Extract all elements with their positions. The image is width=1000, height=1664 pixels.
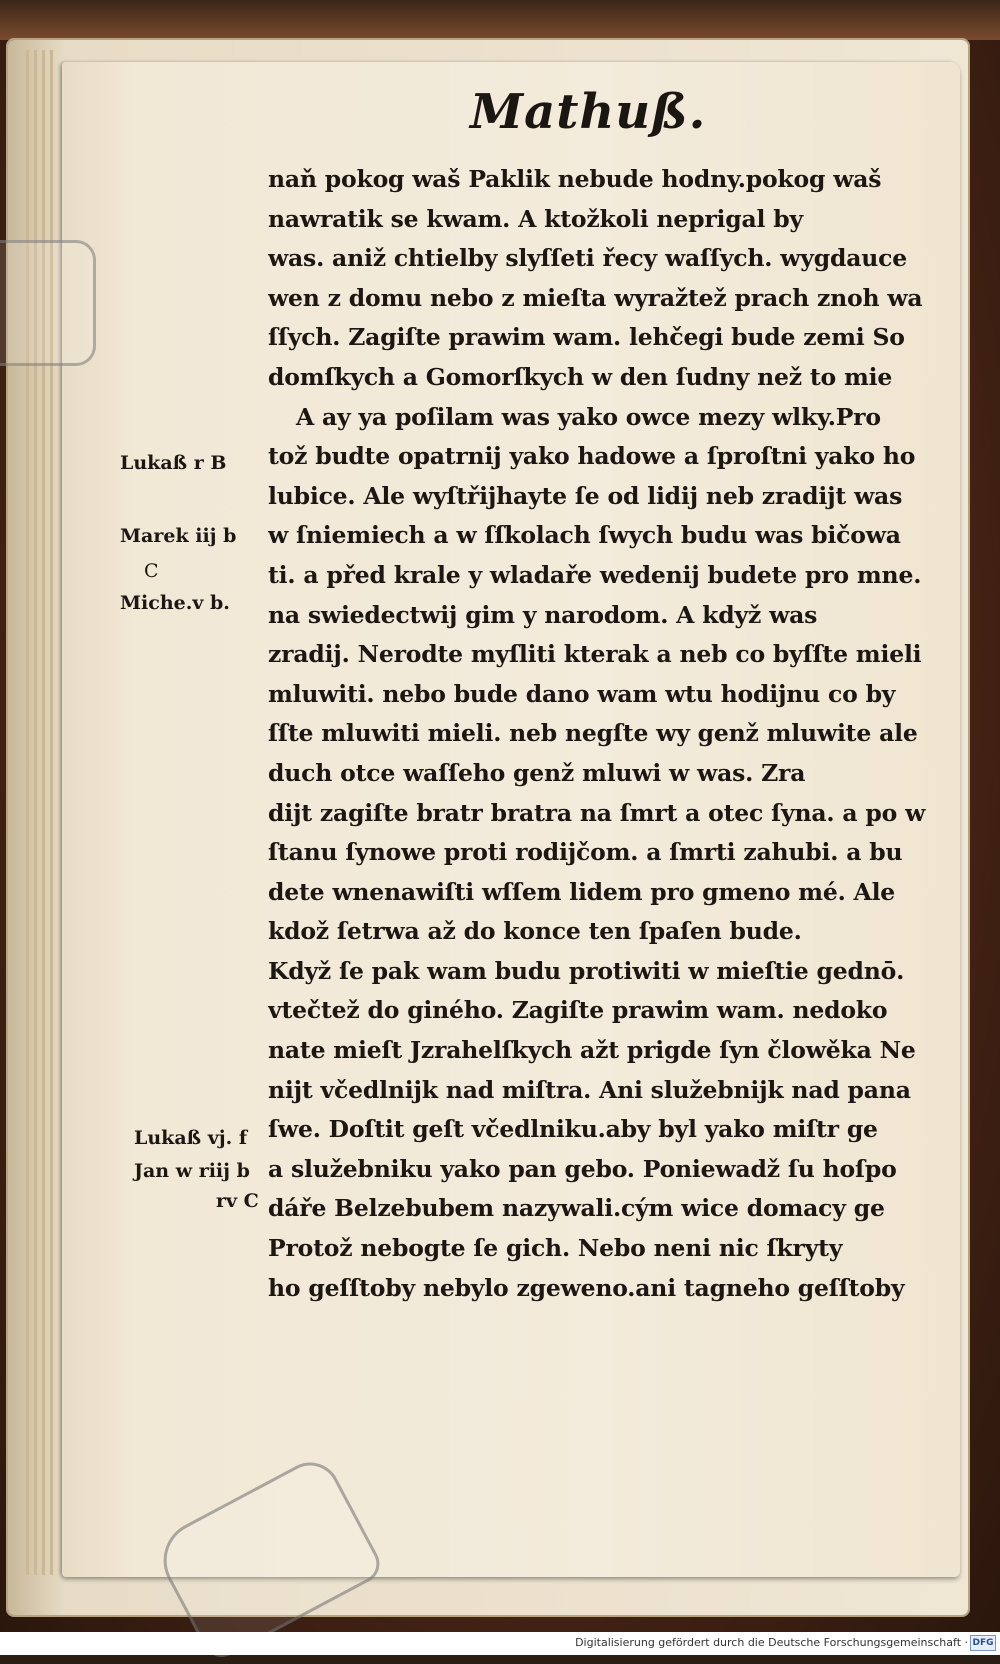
text-line: Když ſe pak wam budu protiwiti w mieſtie gednō. (268, 956, 905, 985)
margin-note: Lukaß r B (120, 452, 227, 474)
margin-note: C (144, 560, 159, 582)
text-line: dáře Belzebubem nazywali.cým wice domacy ge (268, 1194, 885, 1223)
text-line: nawratik se kwam. A ktožkoli neprigal by (268, 204, 803, 233)
text-line: ſſte mluwiti mieli. neb negſte wy genž mluwite ale (268, 719, 918, 748)
text-line: nate mieſt Jzrahelſkych ažt prigde ſyn člowěka Ne (268, 1036, 916, 1065)
text-line: zradij. Nerodte myſliti kterak a neb co byſſte mieli (268, 640, 922, 669)
text-line: ſwe. Doſtit geſt včedlniku.aby byl yako miſtr ge (268, 1115, 878, 1144)
text-line: na swiedectwij gim y narodom. A když was (268, 600, 818, 629)
text-line: ſſych. Zagiſte prawim wam. lehčegi bude zemi So (268, 323, 905, 352)
margin-note: rv C (216, 1190, 259, 1212)
text-line: a služebniku yako pan gebo. Poniewadž ſu hoſpo (268, 1154, 897, 1183)
body-text (268, 160, 948, 1340)
text-line: naň pokog waš Paklik nebude hodny.pokog waš (268, 165, 882, 193)
margin-note: Jan w riij b (134, 1160, 250, 1182)
text-line: domſkych a Gomorſkych w den ſudny než to mie (268, 362, 893, 391)
margin-note: Marek iij b (120, 525, 237, 547)
text-line: nijt včedlnijk nad miſtra. Ani služebnijk nad pana (268, 1075, 911, 1104)
text-line: lubice. Ale wyſtřijhayte ſe od lidij neb zradijt was (268, 481, 903, 510)
text-line: wen z domu nebo z mieſta wyražtež prach znoh wa (268, 283, 923, 312)
footer-credit: Digitalisierung gefördert durch die Deutsche Forschungsgemeinschaft · (575, 1636, 968, 1649)
text-line: mluwiti. nebo bude dano wam wtu hodijnu co by (268, 679, 896, 708)
text-line: tož budte opatrnij yako hadowe a ſproſtni yako ho (268, 442, 916, 471)
text-line: dete wnenawiſti wſſem lidem pro gmeno mé. Ale (268, 877, 896, 906)
margin-note: Miche.v b. (120, 592, 230, 614)
text-line: was. aniž chtielby slyſſeti řecy waſſych. wygdauce (268, 244, 907, 273)
text-line: vtečtež do giného. Zagiſte prawim wam. nedoko (268, 996, 888, 1025)
text-line: dijt zagiſte bratr bratra na ſmrt a otec ſyna. a po w (268, 798, 926, 827)
text-line: kdož ſetrwa až do konce ten ſpaſen bude. (268, 917, 802, 946)
text-line: Protož nebogte ſe gich. Nebo neni nic ſkryty (268, 1234, 843, 1263)
text-line: ho geſſtoby nebylo zgeweno.ani tagneho geſſtoby (268, 1273, 905, 1302)
text-line: w ſniemiech a w ſſkolach ſwych budu was bičowa (268, 521, 901, 550)
dfg-logo: DFG (970, 1635, 996, 1651)
running-head: Mathuß. (470, 84, 707, 140)
text-line: ſtanu ſynowe proti rodijčom. a ſmrti zahubi. a bu (268, 838, 903, 867)
margin-note: Lukaß vj. f (134, 1127, 248, 1149)
text-line: ti. a před krale y wladaře wedenij budete pro mne. (268, 560, 922, 589)
margin-notes (120, 0, 270, 1655)
page-clip (0, 240, 96, 366)
text-line: duch otce waſſeho genž mluwi w was. Zra (268, 758, 806, 787)
text-line: A ay ya poſilam was yako owce mezy wlky.Pro (296, 402, 881, 431)
